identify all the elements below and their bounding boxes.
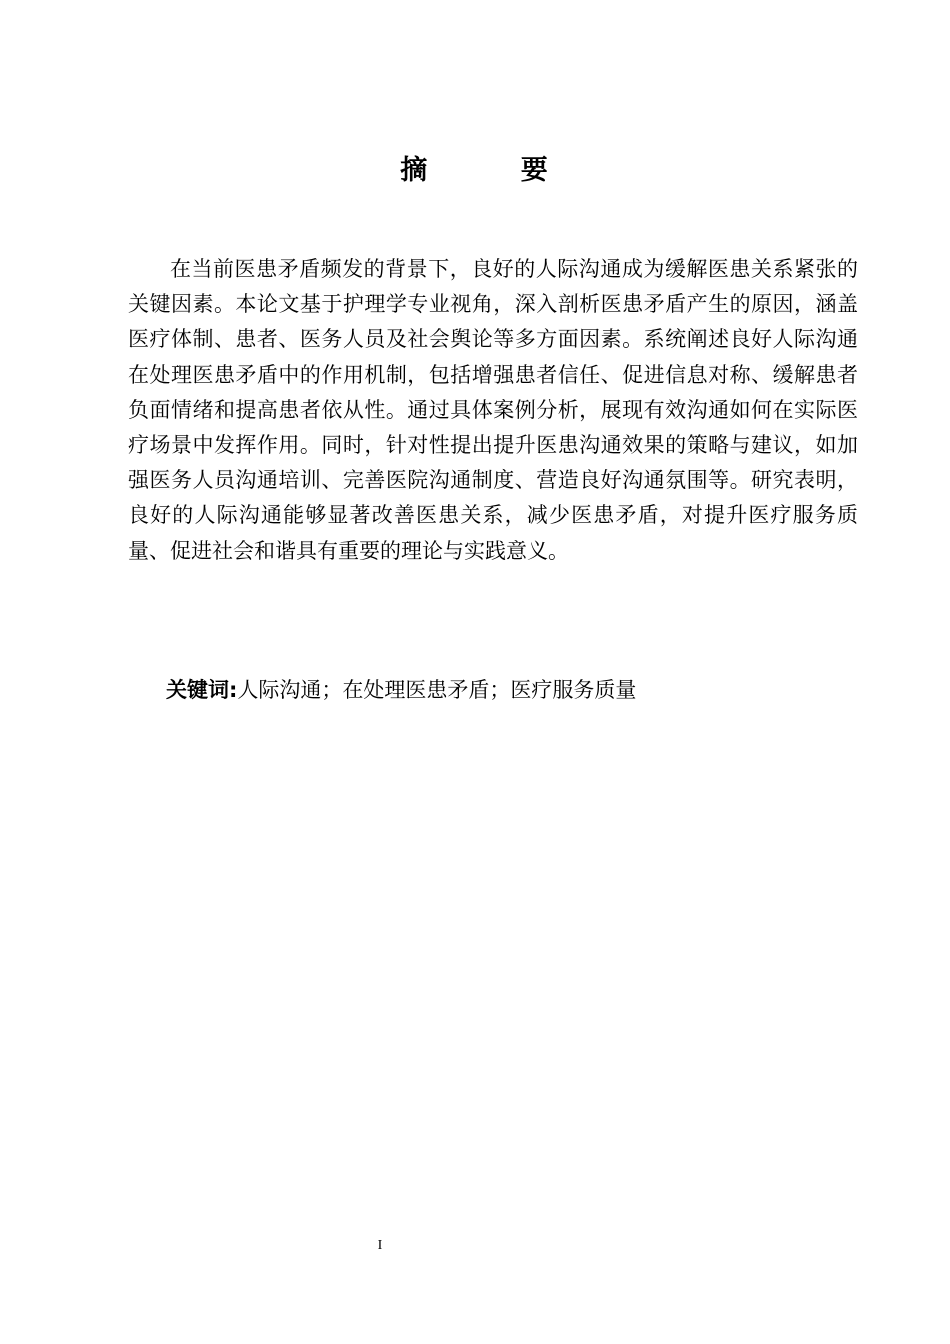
keywords-line	[166, 673, 856, 708]
abstract-paragraph: 在当前医患矛盾频发的背景下，良好的人际沟通成为缓解医患关系紧张的关键因素。本论文基于护理学专业视角，深入剖析医患矛盾产生的原因，涵盖医疗体制、患者、医务人员及社会舆论等多方面因素。系统阐述良好人际沟通在处理医患矛盾中的作用机制，包括增强患者信任、促进信息对称、缓解患者负面情绪和提高患者依从性。通过具体案例分析，展现有效沟通如何在实际医疗场景中发挥作用。同时，针对性提出提升医患沟通效果的策略与建议，如加强医务人员沟通培训、完善医院沟通制度、营造良好沟通氛围等。研究表明，良好的人际沟通能够显著改善医患关系，减少医患矛盾，对提升医疗服务质量、促进社会和谐具有重要的理论与实践意义。	[128, 257, 858, 563]
keywords-label: 关键词:	[166, 678, 238, 702]
keywords-text: 人际沟通；在处理医患矛盾；医疗服务质量	[237, 678, 637, 702]
page-title: 摘 要	[400, 155, 590, 186]
page-number: I	[377, 1238, 383, 1253]
